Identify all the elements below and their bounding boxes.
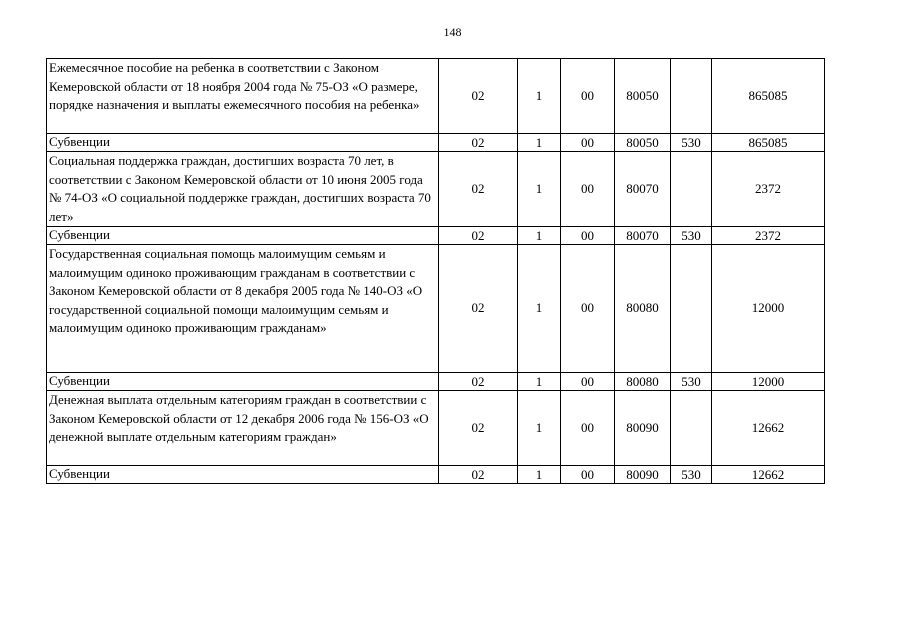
row-description: Ежемесячное пособие на ребенка в соответствии с Законом Кемеровской области от 18 ноября 2004 года № 75-ОЗ «О размере, порядке назначения и выплаты ежемесячного пособия на ребенка» (47, 59, 439, 134)
row-code-1: 02 (439, 373, 518, 391)
row-description: Государственная социальная помощь малоимущим семьям и малоимущим одиноко проживающим гражданам в соответствии с Законом Кемеровской области от 8 декабря 2005 года № 140-ОЗ «О государственной социальной помощи малоимущим семьям и малоимущим одиноко проживающим гражданам» (47, 245, 439, 373)
row-amount: 865085 (712, 134, 825, 152)
page-number: 148 (443, 25, 462, 39)
row-code-2: 1 (518, 59, 561, 134)
row-code-1: 02 (439, 391, 518, 466)
row-code-5 (671, 391, 712, 466)
row-amount: 12662 (712, 391, 825, 466)
row-code-3: 00 (561, 391, 615, 466)
row-code-2: 1 (518, 152, 561, 227)
row-code-3: 00 (561, 59, 615, 134)
row-description: Субвенции (47, 373, 439, 391)
row-description: Социальная поддержка граждан, достигших возраста 70 лет, в соответствии с Законом Кемеровской области от 10 июня 2005 года № 74-ОЗ «О социальной поддержке граждан, достигших возраста 70 лет» (47, 152, 439, 227)
row-code-5 (671, 245, 712, 373)
row-code-4: 80080 (615, 245, 671, 373)
row-code-5: 530 (671, 227, 712, 245)
table-row (47, 373, 825, 391)
row-code-3: 00 (561, 245, 615, 373)
row-amount: 12000 (712, 245, 825, 373)
table-row (47, 391, 825, 466)
row-code-4: 80070 (615, 152, 671, 227)
row-code-5: 530 (671, 373, 712, 391)
row-code-4: 80090 (615, 391, 671, 466)
row-code-1: 02 (439, 227, 518, 245)
row-amount: 12662 (712, 466, 825, 484)
row-code-2: 1 (518, 466, 561, 484)
row-code-1: 02 (439, 59, 518, 134)
row-code-2: 1 (518, 134, 561, 152)
row-code-3: 00 (561, 373, 615, 391)
row-code-4: 80090 (615, 466, 671, 484)
budget-table (46, 58, 825, 484)
row-code-1: 02 (439, 152, 518, 227)
row-code-5: 530 (671, 134, 712, 152)
row-code-3: 00 (561, 152, 615, 227)
row-description: Субвенции (47, 466, 439, 484)
row-description: Субвенции (47, 134, 439, 152)
row-amount: 2372 (712, 227, 825, 245)
table-row (47, 59, 825, 134)
row-code-1: 02 (439, 134, 518, 152)
row-code-2: 1 (518, 373, 561, 391)
row-code-4: 80070 (615, 227, 671, 245)
row-code-2: 1 (518, 391, 561, 466)
table-row (47, 466, 825, 484)
row-code-3: 00 (561, 227, 615, 245)
row-code-5 (671, 59, 712, 134)
row-code-4: 80050 (615, 59, 671, 134)
row-code-4: 80080 (615, 373, 671, 391)
row-code-3: 00 (561, 134, 615, 152)
row-description: Субвенции (47, 227, 439, 245)
row-code-2: 1 (518, 227, 561, 245)
row-code-2: 1 (518, 245, 561, 373)
table-row (47, 134, 825, 152)
row-code-1: 02 (439, 466, 518, 484)
row-code-4: 80050 (615, 134, 671, 152)
row-code-5 (671, 152, 712, 227)
table-row (47, 152, 825, 227)
table-row (47, 227, 825, 245)
row-code-3: 00 (561, 466, 615, 484)
row-code-5: 530 (671, 466, 712, 484)
row-amount: 2372 (712, 152, 825, 227)
row-amount: 12000 (712, 373, 825, 391)
row-amount: 865085 (712, 59, 825, 134)
table-row (47, 245, 825, 373)
row-code-1: 02 (439, 245, 518, 373)
row-description: Денежная выплата отдельным категориям граждан в соответствии с Законом Кемеровской области от 12 декабря 2006 года № 156-ОЗ «О денежной выплате отдельным категориям граждан» (47, 391, 439, 466)
